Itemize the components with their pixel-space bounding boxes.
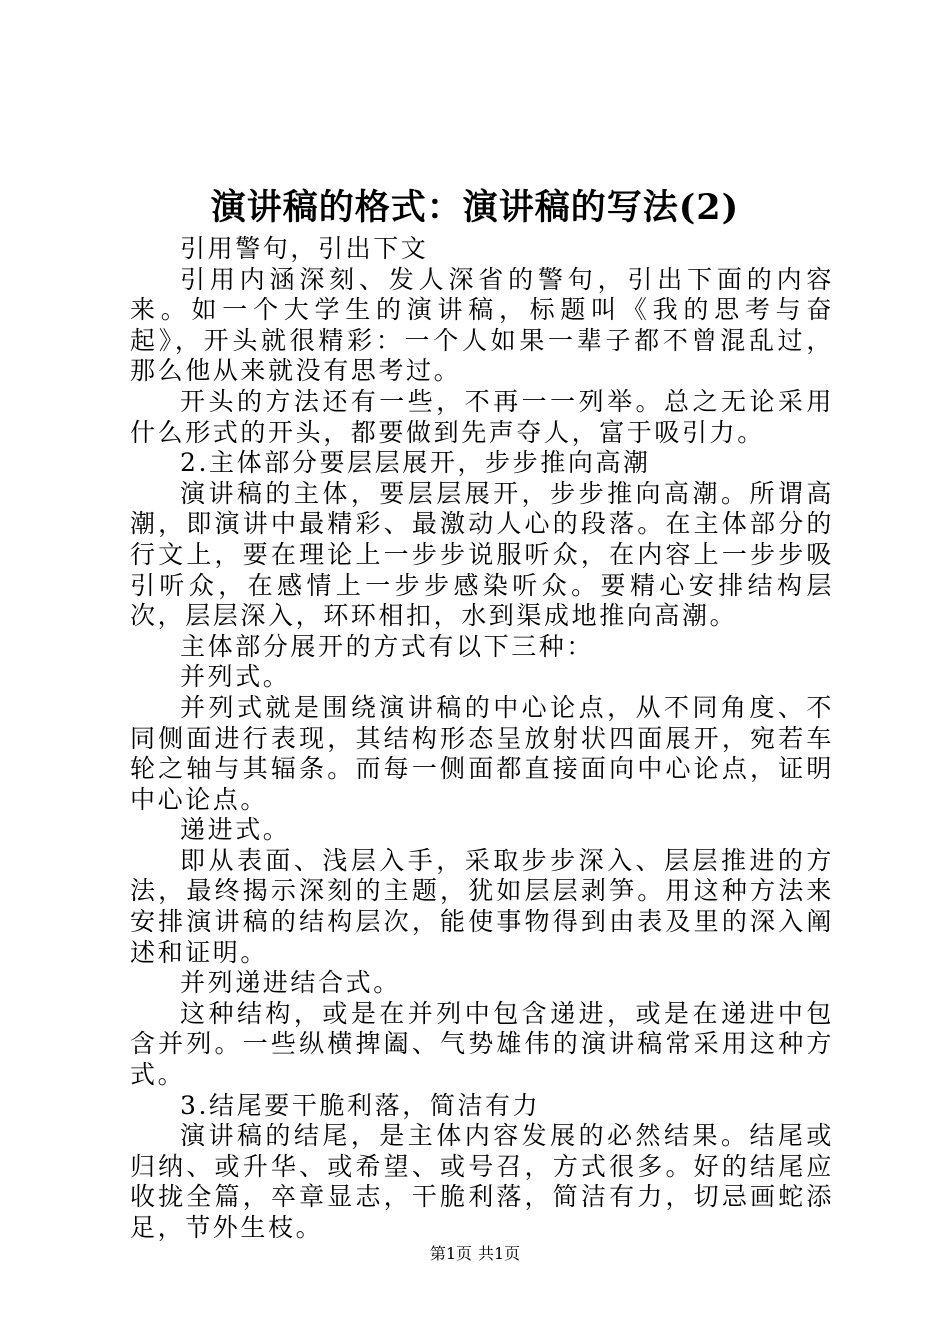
paragraph: 即从表面、浅层入手，采取步步深入、层层推进的方法，最终揭示深刻的主题，犹如层层剥笋。用这种方法来安排演讲稿的结构层次，能使事物得到由表及里的深入阐述和证明。 — [130, 845, 834, 967]
page-total: 共1页 — [478, 1244, 521, 1263]
section-heading: 3.结尾要干脆利落，简洁有力 — [180, 1090, 541, 1120]
paragraph: 主体部分展开的方式有以下三种： — [180, 631, 595, 661]
document-body — [130, 234, 834, 1244]
paragraph: 这种结构，或是在并列中包含递进，或是在递进中包含并列。一些纵横捭阖、气势雄伟的演讲稿常采用这种方式。 — [130, 998, 834, 1090]
page-number: 第1页 — [429, 1244, 472, 1263]
paragraph: 引用警句，引出下文 — [180, 234, 429, 263]
paragraph: 并列式就是围绕演讲稿的中心论点，从不同角度、不同侧面进行表现，其结构形态呈放射状四面展开，宛若车轮之轴与其辐条。而每一侧面都直接面向中心论点，证明中心论点。 — [130, 692, 834, 814]
paragraph: 引用内涵深刻、发人深省的警句，引出下面的内容来。如一个大学生的演讲稿，标题叫《我的思考与奋起》，开头就很精彩：一个人如果一辈子都不曾混乱过，那么他从来就没有思考过。 — [130, 264, 834, 386]
paragraph: 开头的方法还有一些，不再一一列举。总之无论采用什么形式的开头，都要做到先声夺人，富于吸引力。 — [130, 386, 834, 447]
document-title: 演讲稿的格式：演讲稿的写法(2) — [210, 187, 740, 228]
section-heading: 2.主体部分要层层展开，步步推向高潮 — [180, 448, 651, 478]
subheading: 并列递进结合式。 — [180, 968, 401, 998]
page-footer — [0, 1244, 950, 1264]
subheading: 并列式。 — [180, 662, 291, 692]
paragraph: 演讲稿的结尾，是主体内容发展的必然结果。结尾或归纳、或升华、或希望、或号召，方式很多。好的结尾应收拢全篇，卒章显志，干脆利落，简洁有力，切忌画蛇添足，节外生枝。 — [130, 1121, 834, 1242]
paragraph: 演讲稿的主体，要层层展开，步步推向高潮。所谓高潮，即演讲中最精彩、最激动人心的段落。在主体部分的行文上，要在理论上一步步说服听众，在内容上一步步吸引听众，在感情上一步步感染听众。要精心安排结构层次，层层深入，环环相扣，水到渠成地推向高潮。 — [130, 478, 834, 631]
subheading: 递进式。 — [180, 815, 291, 845]
